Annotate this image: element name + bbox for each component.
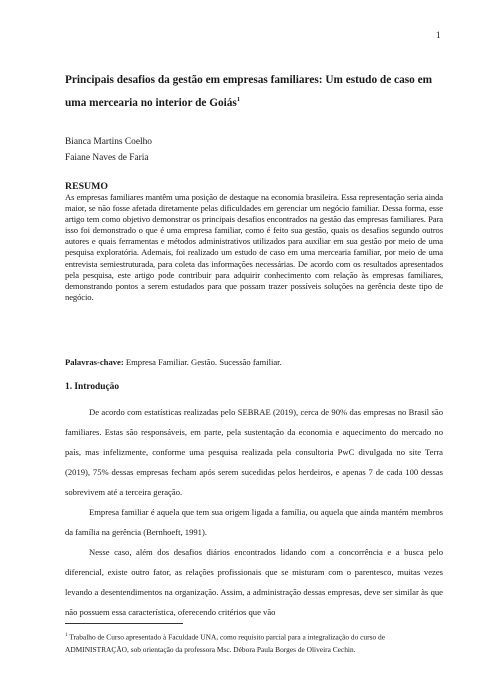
section-heading: 1. Introdução bbox=[65, 382, 120, 392]
paper-title bbox=[65, 71, 445, 113]
body-paragraph: Nesse caso, além dos desafios diários encontrados lidando com a concorrência e a busca pelo diferencial, existe outro fator, as relações profissionais que se misturam com o parentesco, muitas vezes levando a desentendimentos na organização. Assim, a administração dessas empresas, deve ser similar às que não possuem essa característica, oferecendo critérios que vão bbox=[65, 547, 443, 617]
keywords bbox=[65, 357, 443, 368]
footnote-mark: 1 bbox=[65, 633, 68, 638]
keywords-label: Palavras-chave: bbox=[65, 357, 124, 367]
abstract-text: As empresas familiares mantêm uma posição de destaque na economia brasileira. Essa representação seria ainda maior, se não fosse afetada diretamente pelas dificuldades em gerenciar um negócio familiar. Dessa forma, esse artigo tem como objetivo demonstrar os principais desafios encontrados na gestão das empresas familiares. Para isso foi demonstrado o que é uma empresa familiar, como é feito sua gestão, quais os desafios segundo outros autores e quais ferramentas e métodos administrativos utilizados para auxiliar em sua gestão por meio de uma pesquisa exploratória. Ademais, foi realizado um estudo de caso em uma mercearia familiar, por meio de uma entrevista semiestruturada, para coleta das informações necessárias. De acordo com os resultados apresentados pela pesquisa, este artigo pode contribuir para adquirir conhecimento com relação às empresas familiares, demonstrando pontos a serem estudados para que possam trazer possíveis soluções na gerência deste tipo de negócio. bbox=[65, 192, 443, 302]
title-footnote-mark: 1 bbox=[236, 96, 241, 103]
paper-title-text: Principais desafios da gestão em empresas familiares: Um estudo de caso em uma mercearia no interior de Goiás bbox=[65, 74, 433, 109]
author-name: Faiane Naves de Faria bbox=[65, 153, 149, 163]
page-number: 1 bbox=[436, 30, 441, 40]
abstract-heading: RESUMO bbox=[65, 181, 109, 192]
footnote bbox=[65, 630, 445, 656]
body-paragraph: De acordo com estatísticas realizadas pelo SEBRAE (2019), cerca de 90% das empresas no Brasil são familiares. Estas são responsáveis, em parte, pela sustentação da economia e aquecimento do mercado no país, mas infelizmente, conforme uma pesquisa realizada pela consultoria PwC divulgada no site Terra (2019), 75% dessas empresas fecham após serem sucedidas pelos herdeiros, e apenas 7 de cada 100 dessas sobrevivem até a terceira geração. bbox=[65, 407, 443, 497]
keywords-list: Empresa Familiar. Gestão. Sucessão familiar. bbox=[125, 357, 282, 367]
author-name: Bianca Martins Coelho bbox=[65, 137, 152, 147]
footnote-divider bbox=[65, 623, 183, 624]
footnote-text: Trabalho de Curso apresentado à Faculdade UNA, como requisito parcial para a integralização do curso de ADMINISTRAÇÃO, sob orientação da professora Msc. Débora Paula Borges de Oliveira Cechin. bbox=[65, 632, 385, 654]
body-paragraph: Empresa familiar é aquela que tem sua origem ligada a família, ou aquela que ainda mantém membros da família na gerência (Bernhoeft, 1991). bbox=[65, 507, 443, 537]
section-body bbox=[65, 398, 443, 622]
